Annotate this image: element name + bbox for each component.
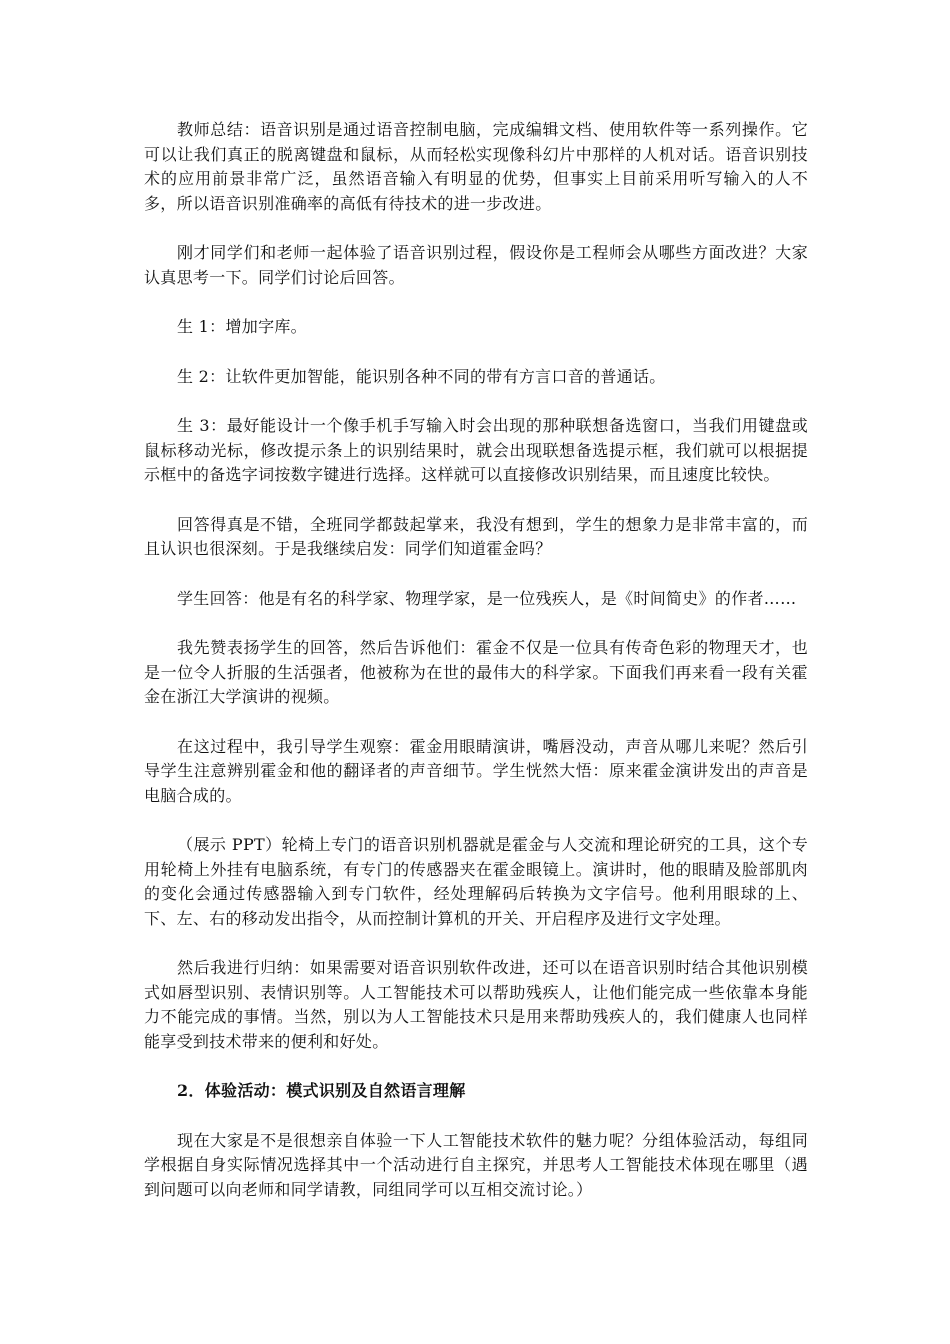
paragraph-student-answer: 学生回答：他是有名的科学家、物理学家，是一位残疾人，是《时间简史》的作者…… [177, 588, 797, 608]
paragraph-teacher-summary: 教师总结：语音识别是通过语音控制电脑，完成编辑文档、使用软件等一系列操作。它可以让我们真正的脱离键盘和鼠标，从而轻松实现像科幻片中那样的人机对话。语音识别技术的应用前景非常广泛，虽然语音输入有明显的优势，但事实上目前采用听写输入的人不多，所以语音识别准确率的高低有待技术的进一步改进。 [144, 120, 808, 213]
paragraph-engineer-question: 刚才同学们和老师一起体验了语音识别过程，假设你是工程师会从哪些方面改进？大家认真思考一下。同学们讨论后回答。 [144, 243, 808, 287]
document-body [144, 118, 808, 1227]
section-heading: 2．体验活动：模式识别及自然语言理解 [177, 1081, 466, 1100]
paragraph-student-1: 生 1：增加字库。 [177, 317, 307, 336]
paragraph-student-2: 生 2：让软件更加智能，能识别各种不同的带有方言口音的普通话。 [177, 366, 666, 386]
paragraph-observation: 在这过程中，我引导学生观察：霍金用眼睛演讲，嘴唇没动，声音从哪儿来呢？然后引导学生注意辨别霍金和他的翻译者的声音细节。学生恍然大悟：原来霍金演讲发出的声音是电脑合成的。 [144, 736, 808, 805]
paragraph-student-3: 生 3：最好能设计一个像手机手写输入时会出现的那种联想备选窗口，当我们用键盘或鼠标移动光标，修改提示条上的识别结果时，就会出现联想备选提示框，我们就可以根据提示框中的备选字词按数字键进行选择。这样就可以直接修改识别结果，而且速度比较快。 [144, 416, 808, 484]
paragraph-activity: 现在大家是不是很想亲自体验一下人工智能技术软件的魅力呢？分组体验活动，每组同学根据自身实际情况选择其中一个活动进行自主探究，并思考人工智能技术体现在哪里（遇到问题可以向老师和同学请教，同组同学可以互相交流讨论。） [144, 1130, 808, 1199]
paragraph-ppt: （展示 PPT）轮椅上专门的语音识别机器就是霍金与人交流和理论研究的工具，这个专用轮椅上外挂有电脑系统，有专门的传感器夹在霍金眼镜上。演讲时，他的眼睛及脸部肌肉的变化会通过传感器输入到专门软件，经处理解码后转换为文字信号。他利用眼球的上、下、左、右的移动发出指令，从而控制计算机的开关、开启程序及进行文字处理。 [144, 835, 808, 928]
paragraph-summary: 然后我进行归纳：如果需要对语音识别软件改进，还可以在语音识别时结合其他识别模式如唇型识别、表情识别等。人工智能技术可以帮助残疾人，让他们能完成一些依靠本身能力不能完成的事情。当然，别以为人工智能技术只是用来帮助残疾人的，我们健康人也同样能享受到技术带来的便利和好处。 [144, 958, 808, 1051]
paragraph-praise: 我先赞表扬学生的回答，然后告诉他们：霍金不仅是一位具有传奇色彩的物理天才，也是一位令人折服的生活强者，他被称为在世的最伟大的科学家。下面我们再来看一段有关霍金在浙江大学演讲的视频。 [144, 638, 808, 706]
paragraph-hawking-question: 回答得真是不错，全班同学都鼓起掌来，我没有想到，学生的想象力是非常丰富的，而且认识也很深刻。于是我继续启发：同学们知道霍金吗？ [144, 514, 808, 558]
